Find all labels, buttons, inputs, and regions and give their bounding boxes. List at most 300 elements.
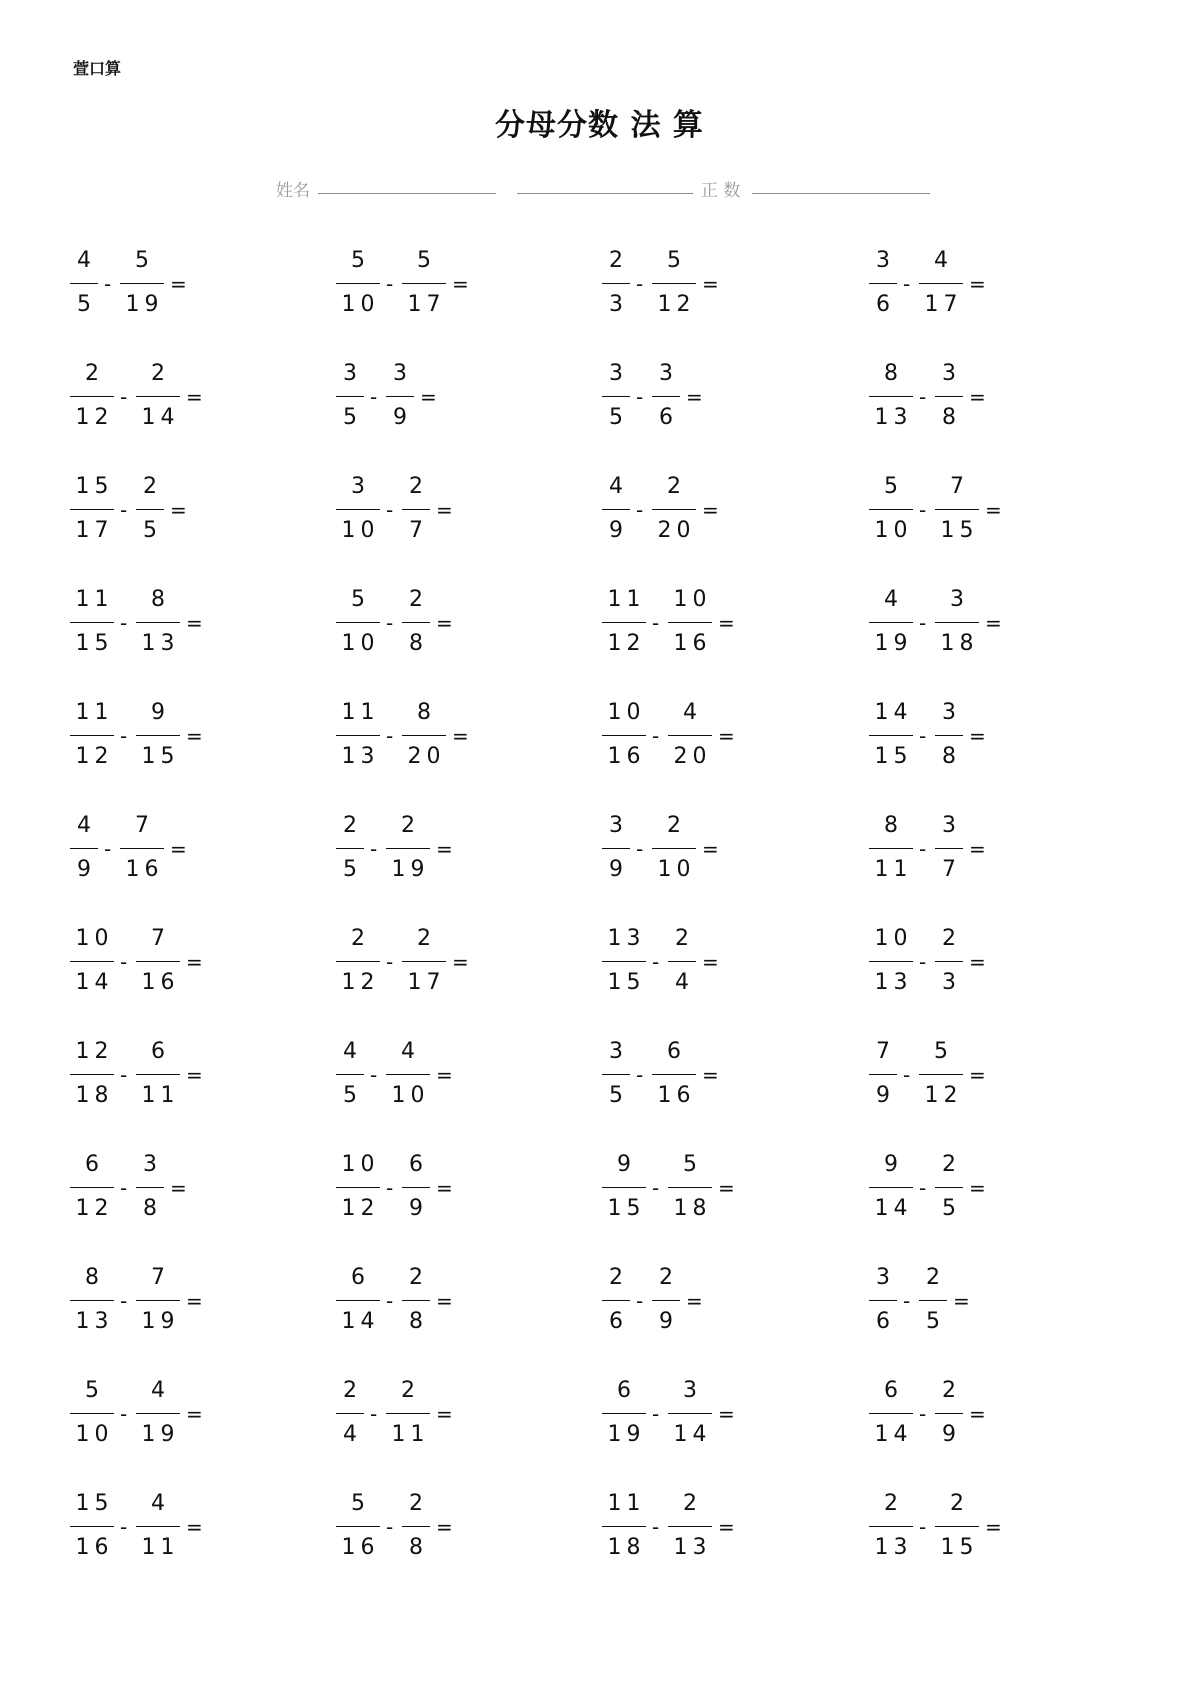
denominator: 13 bbox=[75, 1309, 114, 1334]
denominator: 18 bbox=[75, 1083, 114, 1108]
fraction-bar bbox=[136, 509, 164, 510]
equals-sign: = bbox=[969, 724, 986, 748]
equals-sign: = bbox=[718, 1402, 735, 1426]
fraction-bar bbox=[652, 848, 696, 849]
equals-sign: = bbox=[436, 1402, 453, 1426]
numerator: 12 bbox=[75, 1039, 114, 1064]
numerator: 2 bbox=[926, 1265, 945, 1290]
fraction-bar bbox=[136, 622, 180, 623]
denominator: 13 bbox=[874, 970, 913, 995]
numerator: 3 bbox=[143, 1152, 162, 1177]
numerator: 4 bbox=[401, 1039, 420, 1064]
numerator: 6 bbox=[884, 1378, 903, 1403]
numerator: 3 bbox=[942, 813, 961, 838]
denominator: 9 bbox=[409, 1196, 428, 1221]
fraction-subtrahend bbox=[120, 811, 164, 885]
fraction-minuend bbox=[70, 698, 114, 772]
fraction-subtrahend bbox=[402, 698, 446, 772]
numerator: 11 bbox=[607, 1491, 646, 1516]
fraction-subtrahend bbox=[668, 698, 712, 772]
fraction-minuend bbox=[602, 698, 646, 772]
numerator: 2 bbox=[409, 1265, 428, 1290]
minus-sign: - bbox=[903, 1289, 911, 1313]
fraction-subtrahend bbox=[136, 924, 180, 998]
fraction-subtrahend bbox=[919, 246, 963, 320]
numerator: 11 bbox=[75, 587, 114, 612]
fraction-minuend bbox=[70, 472, 114, 546]
fraction-bar bbox=[602, 509, 630, 510]
minus-sign: - bbox=[636, 385, 644, 409]
fraction-minuend bbox=[869, 1489, 913, 1563]
problem-item bbox=[602, 472, 842, 546]
problem-item bbox=[70, 811, 310, 885]
minus-sign: - bbox=[919, 724, 927, 748]
numerator: 3 bbox=[942, 361, 961, 386]
fraction-bar bbox=[652, 1300, 680, 1301]
denominator: 16 bbox=[75, 1535, 114, 1560]
equals-sign: = bbox=[436, 498, 453, 522]
problem-item bbox=[336, 1376, 576, 1450]
fraction-bar bbox=[336, 1300, 380, 1301]
denominator: 6 bbox=[876, 292, 895, 317]
problem-item bbox=[602, 1150, 842, 1224]
fraction-subtrahend bbox=[652, 1263, 680, 1337]
problem-item bbox=[602, 1263, 842, 1337]
denominator: 11 bbox=[141, 1535, 180, 1560]
fraction-bar bbox=[668, 1526, 712, 1527]
fraction-subtrahend bbox=[136, 698, 180, 772]
fraction-subtrahend bbox=[386, 811, 430, 885]
fraction-bar bbox=[869, 1526, 913, 1527]
denominator: 17 bbox=[924, 292, 963, 317]
denominator: 11 bbox=[141, 1083, 180, 1108]
denominator: 12 bbox=[341, 1196, 380, 1221]
numerator: 3 bbox=[351, 474, 370, 499]
header-tag: 萱口算 bbox=[73, 59, 122, 78]
denominator: 9 bbox=[609, 857, 628, 882]
problem-item bbox=[70, 1376, 310, 1450]
fraction-subtrahend bbox=[652, 472, 696, 546]
equals-sign: = bbox=[436, 1515, 453, 1539]
denominator: 8 bbox=[409, 631, 428, 656]
equals-sign: = bbox=[718, 1515, 735, 1539]
fraction-bar bbox=[602, 1074, 630, 1075]
denominator: 11 bbox=[874, 857, 913, 882]
numerator: 5 bbox=[85, 1378, 104, 1403]
denominator: 6 bbox=[659, 405, 678, 430]
numerator: 4 bbox=[77, 813, 96, 838]
denominator: 16 bbox=[341, 1535, 380, 1560]
fraction-bar bbox=[935, 848, 963, 849]
fraction-bar bbox=[336, 509, 380, 510]
fraction-minuend bbox=[70, 246, 98, 320]
fraction-subtrahend bbox=[136, 472, 164, 546]
numerator: 3 bbox=[876, 248, 895, 273]
problem-item bbox=[336, 924, 576, 998]
fraction-bar bbox=[336, 1187, 380, 1188]
problem-item bbox=[602, 246, 842, 320]
minus-sign: - bbox=[636, 498, 644, 522]
equals-sign: = bbox=[985, 1515, 1002, 1539]
fraction-bar bbox=[386, 848, 430, 849]
fraction-minuend bbox=[336, 472, 380, 546]
fraction-subtrahend bbox=[402, 1489, 430, 1563]
fraction-subtrahend bbox=[668, 924, 696, 998]
minus-sign: - bbox=[636, 837, 644, 861]
fraction-minuend bbox=[336, 585, 380, 659]
numerator: 3 bbox=[942, 700, 961, 725]
problem-item bbox=[70, 1489, 310, 1563]
problem-item bbox=[869, 1150, 1109, 1224]
equals-sign: = bbox=[186, 1289, 203, 1313]
fraction-bar bbox=[120, 848, 164, 849]
problem-item bbox=[602, 1376, 842, 1450]
fraction-bar bbox=[919, 1074, 963, 1075]
fraction-subtrahend bbox=[652, 246, 696, 320]
denominator: 16 bbox=[657, 1083, 696, 1108]
fraction-minuend bbox=[336, 1376, 364, 1450]
denominator: 12 bbox=[924, 1083, 963, 1108]
fraction-minuend bbox=[869, 246, 897, 320]
fraction-bar bbox=[386, 1074, 430, 1075]
minus-sign: - bbox=[919, 1515, 927, 1539]
minus-sign: - bbox=[652, 724, 660, 748]
fraction-bar bbox=[602, 735, 646, 736]
denominator: 12 bbox=[657, 292, 696, 317]
fraction-bar bbox=[869, 396, 913, 397]
equals-sign: = bbox=[969, 272, 986, 296]
numerator: 4 bbox=[683, 700, 702, 725]
numerator: 2 bbox=[151, 361, 170, 386]
numerator: 15 bbox=[75, 1491, 114, 1516]
fraction-minuend bbox=[602, 1376, 646, 1450]
problem-item bbox=[70, 924, 310, 998]
numerator: 2 bbox=[884, 1491, 903, 1516]
minus-sign: - bbox=[903, 1063, 911, 1087]
problem-item bbox=[336, 246, 576, 320]
denominator: 3 bbox=[609, 292, 628, 317]
fraction-bar bbox=[136, 961, 180, 962]
fraction-minuend bbox=[336, 1150, 380, 1224]
minus-sign: - bbox=[386, 1515, 394, 1539]
equals-sign: = bbox=[969, 1176, 986, 1200]
fraction-bar bbox=[652, 396, 680, 397]
minus-sign: - bbox=[104, 837, 112, 861]
fraction-bar bbox=[336, 1074, 364, 1075]
problem-item bbox=[336, 811, 576, 885]
fraction-bar bbox=[136, 735, 180, 736]
fraction-subtrahend bbox=[935, 1150, 963, 1224]
denominator: 5 bbox=[143, 518, 162, 543]
numerator: 5 bbox=[417, 248, 436, 273]
fraction-bar bbox=[869, 622, 913, 623]
numerator: 4 bbox=[609, 474, 628, 499]
denominator: 10 bbox=[341, 631, 380, 656]
denominator: 19 bbox=[391, 857, 430, 882]
denominator: 5 bbox=[343, 1083, 362, 1108]
denominator: 9 bbox=[942, 1422, 961, 1447]
equals-sign: = bbox=[170, 837, 187, 861]
denominator: 15 bbox=[874, 744, 913, 769]
fraction-subtrahend bbox=[136, 1037, 180, 1111]
fraction-bar bbox=[70, 1413, 114, 1414]
denominator: 8 bbox=[143, 1196, 162, 1221]
fraction-subtrahend bbox=[935, 359, 963, 433]
minus-sign: - bbox=[919, 385, 927, 409]
numerator: 10 bbox=[341, 1152, 380, 1177]
fraction-subtrahend bbox=[402, 246, 446, 320]
numerator: 7 bbox=[135, 813, 154, 838]
denominator: 14 bbox=[874, 1422, 913, 1447]
denominator: 12 bbox=[607, 631, 646, 656]
problem-item bbox=[70, 359, 310, 433]
equals-sign: = bbox=[170, 498, 187, 522]
problem-item bbox=[602, 698, 842, 772]
problem-item bbox=[70, 1037, 310, 1111]
numerator: 5 bbox=[683, 1152, 702, 1177]
fraction-bar bbox=[668, 961, 696, 962]
fraction-bar bbox=[402, 509, 430, 510]
numerator: 9 bbox=[884, 1152, 903, 1177]
minus-sign: - bbox=[903, 272, 911, 296]
fraction-minuend bbox=[70, 1376, 114, 1450]
fraction-subtrahend bbox=[136, 1263, 180, 1337]
denominator: 5 bbox=[343, 857, 362, 882]
fraction-bar bbox=[919, 1300, 947, 1301]
fraction-subtrahend bbox=[935, 1489, 979, 1563]
numerator: 2 bbox=[343, 1378, 362, 1403]
numerator: 5 bbox=[135, 248, 154, 273]
fraction-bar bbox=[869, 509, 913, 510]
denominator: 9 bbox=[77, 857, 96, 882]
denominator: 10 bbox=[75, 1422, 114, 1447]
numerator: 8 bbox=[417, 700, 436, 725]
fraction-bar bbox=[402, 735, 446, 736]
equals-sign: = bbox=[170, 1176, 187, 1200]
minus-sign: - bbox=[104, 272, 112, 296]
fraction-subtrahend bbox=[402, 1150, 430, 1224]
minus-sign: - bbox=[120, 1289, 128, 1313]
equals-sign: = bbox=[702, 837, 719, 861]
denominator: 10 bbox=[341, 292, 380, 317]
fraction-bar bbox=[402, 1187, 430, 1188]
problem-item bbox=[602, 811, 842, 885]
minus-sign: - bbox=[919, 498, 927, 522]
numerator: 6 bbox=[151, 1039, 170, 1064]
numerator: 5 bbox=[934, 1039, 953, 1064]
minus-sign: - bbox=[919, 837, 927, 861]
fraction-minuend bbox=[336, 698, 380, 772]
problem-item bbox=[336, 359, 576, 433]
denominator: 12 bbox=[341, 970, 380, 995]
numerator: 3 bbox=[393, 361, 412, 386]
denominator: 17 bbox=[75, 518, 114, 543]
fraction-bar bbox=[602, 1526, 646, 1527]
equals-sign: = bbox=[686, 385, 703, 409]
numerator: 7 bbox=[950, 474, 969, 499]
numerator: 2 bbox=[942, 1152, 961, 1177]
equals-sign: = bbox=[436, 1289, 453, 1313]
denominator: 8 bbox=[942, 405, 961, 430]
page-title: 分母分数 法 算 bbox=[495, 108, 704, 143]
fraction-bar bbox=[869, 1413, 913, 1414]
fraction-bar bbox=[869, 735, 913, 736]
denominator: 14 bbox=[341, 1309, 380, 1334]
numerator: 5 bbox=[351, 587, 370, 612]
numerator: 13 bbox=[607, 926, 646, 951]
denominator: 6 bbox=[876, 1309, 895, 1334]
minus-sign: - bbox=[386, 724, 394, 748]
denominator: 7 bbox=[409, 518, 428, 543]
numerator: 3 bbox=[609, 361, 628, 386]
fraction-minuend bbox=[70, 1150, 114, 1224]
equals-sign: = bbox=[186, 385, 203, 409]
minus-sign: - bbox=[919, 611, 927, 635]
fraction-subtrahend bbox=[136, 1376, 180, 1450]
fraction-bar bbox=[402, 1526, 430, 1527]
fraction-minuend bbox=[869, 1376, 913, 1450]
denominator: 18 bbox=[673, 1196, 712, 1221]
denominator: 19 bbox=[141, 1422, 180, 1447]
fraction-minuend bbox=[602, 585, 646, 659]
fraction-minuend bbox=[602, 359, 630, 433]
denominator: 6 bbox=[609, 1309, 628, 1334]
fraction-bar bbox=[919, 283, 963, 284]
fraction-bar bbox=[869, 1074, 897, 1075]
fraction-minuend bbox=[336, 246, 380, 320]
problem-item bbox=[70, 1263, 310, 1337]
fraction-subtrahend bbox=[386, 359, 414, 433]
numerator: 4 bbox=[934, 248, 953, 273]
minus-sign: - bbox=[652, 1402, 660, 1426]
denominator: 9 bbox=[876, 1083, 895, 1108]
fraction-subtrahend bbox=[136, 359, 180, 433]
denominator: 13 bbox=[874, 405, 913, 430]
fraction-bar bbox=[70, 509, 114, 510]
fraction-subtrahend bbox=[386, 1037, 430, 1111]
fraction-minuend bbox=[336, 1037, 364, 1111]
fraction-bar bbox=[869, 961, 913, 962]
fraction-bar bbox=[935, 735, 963, 736]
equals-sign: = bbox=[186, 1402, 203, 1426]
problem-item bbox=[869, 811, 1109, 885]
denominator: 15 bbox=[75, 631, 114, 656]
problem-item bbox=[336, 585, 576, 659]
problem-item bbox=[869, 246, 1109, 320]
fraction-bar bbox=[935, 622, 979, 623]
fraction-subtrahend bbox=[136, 1150, 164, 1224]
fraction-minuend bbox=[602, 1037, 630, 1111]
numerator: 2 bbox=[343, 813, 362, 838]
score-label: 正 数 bbox=[701, 181, 741, 201]
denominator: 14 bbox=[75, 970, 114, 995]
fraction-minuend bbox=[869, 472, 913, 546]
minus-sign: - bbox=[652, 950, 660, 974]
fraction-minuend bbox=[602, 1150, 646, 1224]
denominator: 3 bbox=[942, 970, 961, 995]
numerator: 5 bbox=[351, 1491, 370, 1516]
numerator: 2 bbox=[950, 1491, 969, 1516]
equals-sign: = bbox=[969, 950, 986, 974]
numerator: 10 bbox=[607, 700, 646, 725]
problem-item bbox=[336, 1150, 576, 1224]
fraction-bar bbox=[70, 848, 98, 849]
problem-item bbox=[602, 359, 842, 433]
denominator: 7 bbox=[942, 857, 961, 882]
equals-sign: = bbox=[718, 611, 735, 635]
numerator: 5 bbox=[351, 248, 370, 273]
problem-item bbox=[869, 472, 1109, 546]
denominator: 8 bbox=[409, 1535, 428, 1560]
fraction-bar bbox=[70, 283, 98, 284]
fraction-minuend bbox=[869, 585, 913, 659]
numerator: 5 bbox=[667, 248, 686, 273]
fraction-bar bbox=[935, 961, 963, 962]
denominator: 13 bbox=[341, 744, 380, 769]
equals-sign: = bbox=[702, 498, 719, 522]
denominator: 16 bbox=[141, 970, 180, 995]
problem-item bbox=[70, 246, 310, 320]
fraction-subtrahend bbox=[935, 585, 979, 659]
minus-sign: - bbox=[652, 1176, 660, 1200]
numerator: 2 bbox=[667, 474, 686, 499]
minus-sign: - bbox=[386, 498, 394, 522]
fraction-bar bbox=[70, 1526, 114, 1527]
fraction-bar bbox=[70, 1074, 114, 1075]
fraction-minuend bbox=[70, 924, 114, 998]
numerator: 3 bbox=[609, 813, 628, 838]
numerator: 9 bbox=[617, 1152, 636, 1177]
problem-item bbox=[869, 585, 1109, 659]
fraction-bar bbox=[336, 848, 364, 849]
fraction-bar bbox=[70, 735, 114, 736]
fraction-minuend bbox=[336, 359, 364, 433]
fraction-bar bbox=[869, 848, 913, 849]
equals-sign: = bbox=[702, 1063, 719, 1087]
problem-item bbox=[602, 585, 842, 659]
denominator: 15 bbox=[940, 1535, 979, 1560]
denominator: 10 bbox=[341, 518, 380, 543]
equals-sign: = bbox=[969, 837, 986, 861]
fraction-subtrahend bbox=[120, 246, 164, 320]
numerator: 2 bbox=[143, 474, 162, 499]
minus-sign: - bbox=[919, 1176, 927, 1200]
fraction-bar bbox=[386, 396, 414, 397]
equals-sign: = bbox=[186, 1515, 203, 1539]
equals-sign: = bbox=[969, 1402, 986, 1426]
minus-sign: - bbox=[386, 272, 394, 296]
fraction-bar bbox=[935, 396, 963, 397]
problem-item bbox=[602, 1489, 842, 1563]
numerator: 10 bbox=[874, 926, 913, 951]
problem-item bbox=[336, 1263, 576, 1337]
numerator: 7 bbox=[151, 1265, 170, 1290]
numerator: 2 bbox=[409, 474, 428, 499]
problem-item bbox=[70, 585, 310, 659]
problem-item bbox=[869, 698, 1109, 772]
equals-sign: = bbox=[452, 272, 469, 296]
fraction-bar bbox=[869, 283, 897, 284]
fraction-minuend bbox=[336, 811, 364, 885]
fraction-bar bbox=[336, 1413, 364, 1414]
problem-item bbox=[70, 698, 310, 772]
equals-sign: = bbox=[436, 1176, 453, 1200]
fraction-subtrahend bbox=[402, 585, 430, 659]
fraction-bar bbox=[652, 509, 696, 510]
equals-sign: = bbox=[186, 950, 203, 974]
minus-sign: - bbox=[386, 1176, 394, 1200]
equals-sign: = bbox=[452, 950, 469, 974]
